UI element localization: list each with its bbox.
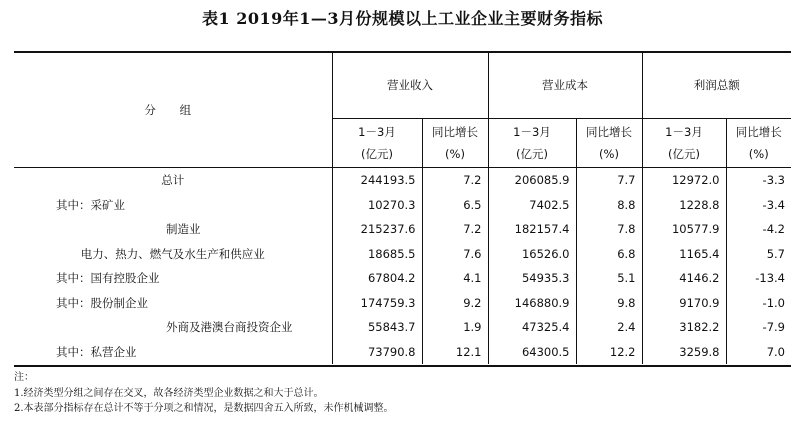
row-label: 制造业	[166, 222, 201, 237]
row-label: 其中：私营企业	[56, 344, 137, 359]
row-label: 电力、热力、燃气及水生产和供应业	[80, 246, 265, 261]
revenue-value-cell: 174759.3	[332, 291, 422, 316]
table-row	[14, 266, 791, 291]
cost-value-cell: 47325.4	[488, 315, 576, 340]
revenue-growth-cell: 7.2	[422, 168, 488, 193]
footnote-2: 2.本表部分指标存在总计不等于分项之和情况，是数据四舍五入所致，未作机械调整。	[14, 403, 394, 414]
footnote-heading: 注：	[14, 372, 34, 383]
row-label: 总计	[161, 173, 185, 188]
profit-group-header: 利润总额	[642, 52, 791, 119]
revenue-value-cell: 10270.3	[332, 193, 422, 218]
profit-growth-header: 同比增长 (%)	[726, 119, 791, 168]
profit-value-cell: 1165.4	[642, 242, 726, 267]
table-row	[14, 340, 791, 365]
table-row	[14, 168, 791, 193]
profit-value-cell: 12972.0	[642, 168, 726, 193]
cost-growth-header: 同比增长 (%)	[576, 119, 642, 168]
profit-value-cell: 4146.2	[642, 266, 726, 291]
cost-growth-cell: 9.8	[576, 291, 642, 316]
revenue-growth-cell: 7.6	[422, 242, 488, 267]
profit-value-cell: 10577.9	[642, 217, 726, 242]
table-row	[14, 315, 791, 340]
revenue-growth-cell: 6.5	[422, 193, 488, 218]
profit-value-cell: 3259.8	[642, 340, 726, 365]
table-row	[14, 193, 791, 218]
table-body	[14, 168, 791, 365]
cost-value-cell: 146880.9	[488, 291, 576, 316]
cost-growth-cell: 12.2	[576, 340, 642, 365]
profit-value-cell: 9170.9	[642, 291, 726, 316]
profit-growth-cell: -3.4	[726, 193, 791, 218]
header-row-groups	[14, 52, 791, 119]
profit-growth-cell: 7.0	[726, 340, 791, 365]
revenue-value-cell: 55843.7	[332, 315, 422, 340]
profit-period-header: 1－3月 (亿元)	[642, 119, 726, 168]
revenue-growth-cell: 9.2	[422, 291, 488, 316]
revenue-growth-cell: 12.1	[422, 340, 488, 365]
cost-value-cell: 7402.5	[488, 193, 576, 218]
profit-growth-cell: -13.4	[726, 266, 791, 291]
profit-growth-cell: -1.0	[726, 291, 791, 316]
cost-value-cell: 206085.9	[488, 168, 576, 193]
profit-growth-cell: -3.3	[726, 168, 791, 193]
cost-growth-cell: 8.8	[576, 193, 642, 218]
revenue-group-header: 营业收入	[332, 52, 488, 119]
revenue-growth-header: 同比增长 (%)	[422, 119, 488, 168]
table-row	[14, 217, 791, 242]
revenue-growth-cell: 4.1	[422, 266, 488, 291]
revenue-value-cell: 18685.5	[332, 242, 422, 267]
revenue-value-cell: 67804.2	[332, 266, 422, 291]
revenue-growth-cell: 1.9	[422, 315, 488, 340]
revenue-value-cell: 215237.6	[332, 217, 422, 242]
table-row	[14, 242, 791, 267]
cost-value-cell: 182157.4	[488, 217, 576, 242]
page-title: 表1 2019年1—3月份规模以上工业企业主要财务指标	[201, 9, 603, 28]
profit-growth-cell: -4.2	[726, 217, 791, 242]
profit-growth-cell: -7.9	[726, 315, 791, 340]
revenue-value-cell: 244193.5	[332, 168, 422, 193]
cost-growth-cell: 5.1	[576, 266, 642, 291]
cost-value-cell: 54935.3	[488, 266, 576, 291]
table-row	[14, 291, 791, 316]
cost-growth-cell: 6.8	[576, 242, 642, 267]
row-label: 其中：采矿业	[56, 197, 125, 212]
row-label: 其中：国有控股企业	[56, 271, 160, 286]
revenue-period-header: 1－3月 (亿元)	[332, 119, 422, 168]
cost-group-header: 营业成本	[488, 52, 642, 119]
table-bottom-rule	[14, 365, 791, 367]
profit-value-cell: 3182.2	[642, 315, 726, 340]
cost-value-cell: 64300.5	[488, 340, 576, 365]
footnotes	[14, 370, 394, 417]
footnote-1: 1.经济类型分组之间存在交叉，故各经济类型企业数据之和大于总计。	[14, 387, 324, 399]
group-column-header: 分 组	[14, 52, 332, 168]
cost-growth-cell: 7.7	[576, 168, 642, 193]
cost-period-header: 1－3月 (亿元)	[488, 119, 576, 168]
row-label: 其中：股份制企业	[56, 295, 148, 310]
cost-growth-cell: 7.8	[576, 217, 642, 242]
revenue-value-cell: 73790.8	[332, 340, 422, 365]
profit-value-cell: 1228.8	[642, 193, 726, 218]
revenue-growth-cell: 7.2	[422, 217, 488, 242]
cost-value-cell: 16526.0	[488, 242, 576, 267]
cost-growth-cell: 2.4	[576, 315, 642, 340]
financial-indicators-table	[14, 52, 791, 364]
row-label: 外商及港澳台商投资企业	[166, 320, 293, 335]
profit-growth-cell: 5.7	[726, 242, 791, 267]
